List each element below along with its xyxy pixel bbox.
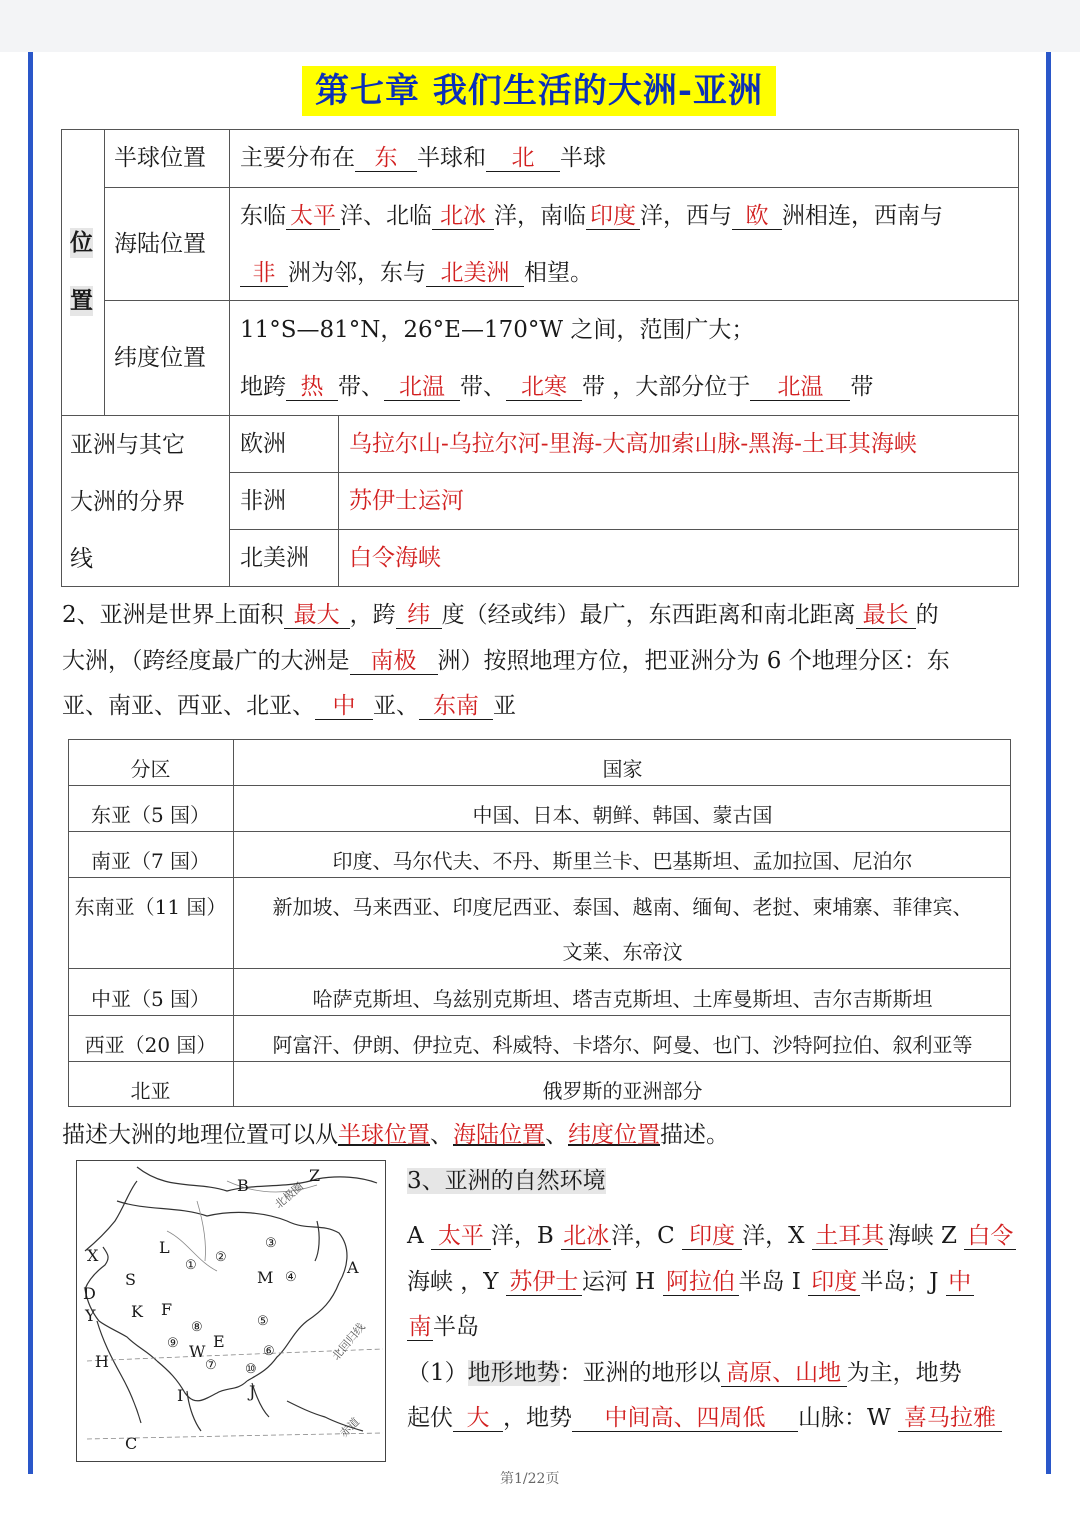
map-num-6: ⑥ <box>263 1344 275 1359</box>
boundary-namerica-name: 北美洲 <box>240 545 309 571</box>
countries-east-asia: 中国、日本、朝鲜、韩国、蒙古国 <box>472 803 773 827</box>
top-margin <box>0 0 1080 52</box>
map-num-9: ⑨ <box>167 1336 179 1351</box>
sea-land-line-2: 非 洲为邻，东与 北美洲 相望。 <box>240 258 593 288</box>
asia-map <box>76 1160 386 1462</box>
map-letter-e: E <box>213 1332 225 1351</box>
map-num-7: ⑦ <box>205 1358 217 1373</box>
boundary-namerica-value: 白令海峡 <box>349 545 441 571</box>
section3-line-4: （1）地形地势：亚洲的地形以 高原、山地 为主，地势 <box>407 1360 962 1386</box>
page-title: 第七章 我们生活的大洲-亚洲 <box>302 66 776 116</box>
boundary-header-1: 亚洲与其它 <box>70 432 185 458</box>
countries-central-asia: 哈萨克斯坦、乌兹别克斯坦、塔吉克斯坦、土库曼斯坦、吉尔吉斯斯坦 <box>312 987 933 1011</box>
countries-southeast-asia-2: 文莱、东帝汶 <box>562 940 683 964</box>
para2-line-2: 大洲，（跨经度最广的大洲是 南极 洲）按照地理方位，把亚洲分为 6 个地理分区：东 <box>62 648 950 674</box>
boundary-africa-name: 非洲 <box>240 488 286 514</box>
map-letter-w: W <box>189 1342 206 1361</box>
map-letter-m: M <box>257 1268 274 1287</box>
para2-line-3: 亚、南亚、西亚、北亚、 中 亚、 东南 亚 <box>62 693 516 719</box>
right-border-line <box>1046 52 1051 1474</box>
section3-line-2: 海峡 ，Y 苏伊士 运河 H 阿拉伯 半岛 I 印度 半岛；J 中 <box>407 1267 974 1297</box>
map-num-1: ① <box>185 1258 197 1273</box>
boundary-europe-name: 欧洲 <box>240 431 286 457</box>
section3-line-1: A 太平 洋，B 北冰洋，C 印度 洋，X 土耳其 海峡 Z 白令 <box>407 1221 1016 1251</box>
map-num-2: ② <box>215 1250 227 1265</box>
page-footer: 第1/22页 <box>500 1471 560 1487</box>
map-num-4: ④ <box>285 1270 297 1285</box>
map-letter-i: I <box>177 1386 184 1405</box>
latitude-line-1: 11°S—81°N，26°E—170°W 之间，范围广大； <box>240 317 755 343</box>
latitude-label: 纬度位置 <box>114 345 206 371</box>
region-central-asia: 中亚（5 国） <box>90 987 211 1011</box>
map-letter-y: Y <box>85 1306 96 1325</box>
region-east-asia: 东亚（5 国） <box>90 803 211 827</box>
map-letter-f: F <box>161 1300 173 1319</box>
describe-line: 描述大洲的地理位置可以从半球位置、海陆位置、纬度位置描述。 <box>62 1122 729 1148</box>
left-border-line <box>28 52 33 1474</box>
asia-outline-map <box>77 1161 385 1461</box>
map-label-tropic: 北回归线 <box>329 1320 368 1363</box>
map-letter-l: L <box>159 1238 170 1257</box>
countries-header: 国家 <box>602 757 643 781</box>
hemisphere-label: 半球位置 <box>114 145 206 171</box>
position-header-2: 置 <box>70 287 93 314</box>
boundary-header-3: 线 <box>70 546 93 572</box>
map-letter-h: H <box>95 1352 109 1371</box>
countries-southeast-asia-1: 新加坡、马来西亚、印度尼西亚、泰国、越南、缅甸、老挝、柬埔寨、菲律宾、 <box>272 895 973 919</box>
map-num-8: ⑧ <box>191 1320 203 1335</box>
latitude-line-2: 地跨 热 带、 北温 带、 北寒 带 ，大部分位于 北温 带 <box>240 374 874 400</box>
countries-west-asia: 阿富汗、伊朗、伊拉克、科威特、卡塔尔、阿曼、也门、沙特阿拉伯、叙利亚等 <box>272 1033 973 1057</box>
position-header-1: 位 <box>70 229 93 256</box>
map-label-arctic: 北极圈 <box>272 1180 306 1212</box>
map-num-5: ⑤ <box>257 1314 269 1329</box>
map-letter-b: B <box>237 1176 249 1195</box>
section3-title: 3、亚洲的自然环境 <box>407 1168 606 1194</box>
hemisphere-text: 主要分布在 东 半球和 北 半球 <box>240 145 606 171</box>
sea-land-line-1: 东临 太平 洋、北临 北冰 洋，南临 印度 洋，西与 欧 洲相连，西南与 <box>240 203 943 229</box>
countries-north-asia: 俄罗斯的亚洲部分 <box>542 1079 703 1103</box>
boundary-africa-value: 苏伊士运河 <box>349 488 464 514</box>
countries-south-asia: 印度、马尔代夫、不丹、斯里兰卡、巴基斯坦、孟加拉国、尼泊尔 <box>332 849 913 873</box>
section3-line-3: 南半岛 <box>408 1314 479 1340</box>
map-label-equator: 赤道 <box>337 1415 363 1441</box>
map-letter-k: K <box>131 1302 143 1321</box>
section3-line-5: 起伏 大 ，地势 中间高、四周低 山脉：W 喜马拉雅 <box>407 1403 1002 1433</box>
map-letter-x: X <box>87 1246 99 1265</box>
map-letter-c: C <box>125 1434 138 1453</box>
map-letter-z: Z <box>309 1166 321 1185</box>
region-southeast-asia: 东南亚（11 国） <box>74 895 227 919</box>
sea-land-label: 海陆位置 <box>114 231 206 257</box>
region-west-asia: 西亚（20 国） <box>84 1033 217 1057</box>
region-north-asia: 北亚 <box>130 1079 171 1103</box>
region-south-asia: 南亚（7 国） <box>90 849 211 873</box>
boundary-header-2: 大洲的分界 <box>70 489 185 515</box>
map-letter-j: J <box>249 1382 256 1401</box>
map-letter-a: A <box>347 1258 359 1277</box>
map-letter-s: S <box>125 1270 136 1289</box>
map-letter-d: D <box>83 1284 96 1303</box>
para2-line-1: 2、亚洲是世界上面积 最大 ，跨 纬 度（经或纬）最广，东西距离和南北距离 最长 的 <box>62 602 939 628</box>
map-num-10: ⑩ <box>245 1362 257 1377</box>
boundary-europe-value: 乌拉尔山-乌拉尔河-里海-大高加索山脉-黑海-土耳其海峡 <box>349 431 917 457</box>
region-header: 分区 <box>130 757 171 781</box>
map-num-3: ③ <box>265 1236 277 1251</box>
